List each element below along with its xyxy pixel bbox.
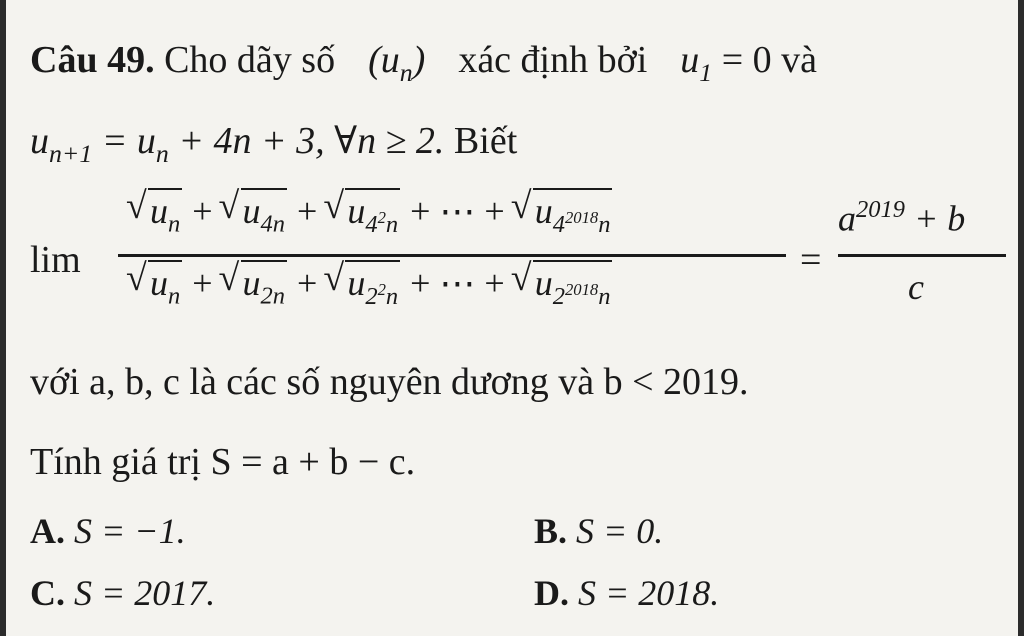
recurrence-rest: + 4n + 3, ∀n ≥ 2. — [178, 120, 445, 162]
answer-text: S = 0. — [576, 511, 664, 551]
ellipsis: + ⋯ + — [410, 263, 505, 303]
question-intro: Cho dãy số — [164, 39, 336, 81]
recurrence-lhs: $u_{n+1}$ — [30, 120, 93, 169]
answer-option-c[interactable] — [30, 572, 215, 614]
question-defined-by: xác định bởi — [458, 39, 648, 81]
answer-label: C. — [30, 573, 65, 613]
answer-label: A. — [30, 511, 65, 551]
sqrt-term: √ $u_{4^2n}$ — [323, 188, 400, 239]
answer-label: B. — [534, 511, 568, 551]
sqrt-term: √ $u_{2^{2018}n}$ — [511, 260, 613, 311]
sqrt-term: √ $u_n$ — [126, 260, 182, 311]
sequence-notation: $(u_n)$ — [368, 39, 426, 88]
question-line-task: Tính giá trị S = a + b − c. — [30, 441, 416, 483]
limit-formula — [30, 188, 990, 328]
answer-option-b[interactable] — [534, 510, 663, 552]
answer-text: S = 2017. — [74, 573, 216, 613]
u1-term: $u_1$ — [680, 39, 713, 88]
question-line-1 — [30, 38, 817, 88]
answer-option-a[interactable] — [30, 510, 186, 552]
sqrt-term: √ $u_{2n}$ — [219, 260, 287, 311]
answer-text: S = 2018. — [578, 573, 720, 613]
question-line-condition: với a, b, c là các số nguyên dương và b < 2019. — [30, 361, 749, 403]
rhs-denominator: c — [908, 267, 924, 307]
sqrt-term: √ $u_n$ — [126, 188, 182, 239]
question-biet: Biết — [453, 120, 518, 162]
recurrence-rhs: = $u_n$ — [101, 120, 169, 169]
answer-label: D. — [534, 573, 569, 613]
sqrt-term: √ $u_{4n}$ — [219, 188, 287, 239]
fraction-numerator: √ $u_n$ +√ $u_{4n}$ +√ $u_{4^2n}$ + ⋯ +√ $u_{4^{2018}n}$ — [126, 188, 616, 239]
answer-text: S = −1. — [74, 511, 186, 551]
rhs-fraction-bar — [838, 254, 1006, 257]
sqrt-term: √ $u_{4^{2018}n}$ — [511, 188, 613, 239]
rhs-numerator: $a^{2019} + b$ — [838, 196, 966, 239]
lim-label: lim — [30, 239, 81, 281]
u1-value: = 0 và — [721, 39, 817, 81]
equals-sign: = — [800, 239, 822, 281]
fraction-denominator: √ $u_n$ +√ $u_{2n}$ +√ $u_{2^2n}$ + ⋯ +√ $u_{2^{2018}n}$ — [126, 260, 616, 311]
ellipsis: + ⋯ + — [410, 191, 505, 231]
question-number: Câu 49. — [30, 39, 155, 81]
sqrt-term: √ $u_{2^2n}$ — [323, 260, 400, 311]
question-line-2 — [30, 118, 517, 169]
answer-option-d[interactable] — [534, 572, 719, 614]
